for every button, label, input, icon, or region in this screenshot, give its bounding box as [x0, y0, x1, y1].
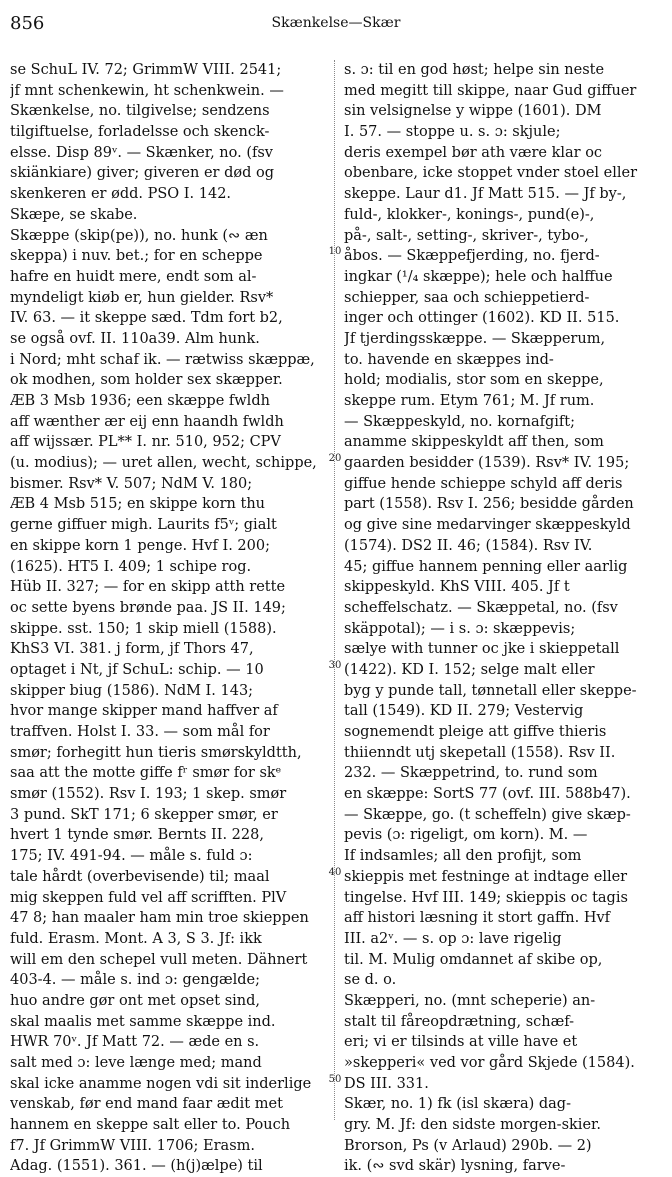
text-line: obenbare, icke stoppet vnder stoel eller — [344, 165, 638, 182]
text-line: 232. — Skæppetrind, to. rund som — [344, 765, 598, 782]
text-line: skieppis met festninge at indtage eller — [344, 868, 628, 885]
text-line: KhS3 VI. 381. j form, jf Thors 47, — [10, 641, 254, 658]
text-line: se også ovf. II. 110a39. Alm hunk. — [10, 330, 260, 347]
text-line: anamme skippeskyldt aff then, som — [344, 434, 604, 451]
text-line: skeppe rum. Etym 761; M. Jf rum. — [344, 393, 595, 409]
text-line: til. M. Mulig omdannet af skibe op, — [344, 951, 603, 968]
text-line: (1574). DS2 II. 46; (1584). Rsv IV. — [344, 537, 593, 554]
text-line: 403-4. — måle s. ind ɔ: gengælde; — [10, 972, 260, 989]
text-line: se SchuL IV. 72; GrimmW VIII. 2541; — [10, 62, 282, 78]
text-line: fuld. Erasm. Mont. A 3, S 3. Jf: ikk — [10, 930, 262, 947]
column-divider — [334, 60, 335, 1120]
text-line: skal icke anamme nogen vdi sit inderlige — [10, 1075, 312, 1092]
text-line: med megitt till skippe, naar Gud giffuer — [344, 82, 637, 99]
text-line: bismer. Rsv* V. 507; NdM V. 180; — [10, 475, 253, 492]
text-line: hannem en skeppe salt eller to. Pouch — [10, 1117, 291, 1134]
text-line: thiienndt utj skepetall (1558). Rsv II. — [344, 744, 616, 761]
text-line: will em den schepel vull meten. Dähnert — [10, 951, 308, 968]
text-line: ingkar (¹/₄ skæppe); hele och halffue — [344, 268, 613, 285]
text-line: — Skæppe, go. (t scheffeln) give skæp- — [344, 806, 631, 823]
line-number-40: 40 — [328, 867, 342, 878]
text-line: aff wænther ær eij enn haandh fwldh — [10, 413, 284, 430]
text-line: huo andre gør ont met opset sind, — [10, 992, 261, 1009]
text-line: på-, salt-, setting-, skriver-, tybo-, — [344, 227, 589, 244]
line-number-10: 10 — [328, 246, 342, 257]
text-line: jf mnt schenkewin, ht schenkwein. — — [10, 82, 284, 99]
left-column — [10, 60, 328, 1177]
text-line: Adag. (1551). 361. — (h(j)ælpe) til — [10, 1158, 263, 1175]
text-line: og give sine medarvinger skæppeskyld — [344, 517, 631, 534]
text-line: skal maalis met samme skæppe ind. — [10, 1013, 276, 1030]
text-line: aff wijssær. PL** I. nr. 510, 952; CPV — [10, 434, 281, 451]
text-line: ik. (∾ svd skär) lysning, farve- — [344, 1158, 566, 1175]
text-line: gerne giffuer migh. Laurits f5ᵛ; gialt — [10, 517, 277, 534]
text-line: stalt til fåreopdrætning, schæf- — [344, 1013, 574, 1030]
text-line: en skippe korn 1 penge. Hvf I. 200; — [10, 537, 270, 554]
line-number-30: 30 — [328, 660, 342, 671]
text-line: (u. modius); — uret allen, wecht, schippe, — [10, 455, 317, 472]
text-line: deris exempel bør ath være klar oc — [344, 144, 603, 161]
right-column — [344, 60, 662, 1177]
text-line: venskab, før end mand faar ædit met — [10, 1096, 283, 1113]
text-line: f7. Jf GrimmW VIII. 1706; Erasm. — [10, 1137, 255, 1154]
text-line: Jf tjerdingsskæppe. — Skæpperum, — [344, 330, 606, 347]
text-line: scheffelschatz. — Skæppetal, no. (fsv — [344, 599, 618, 616]
text-line: 47 8; han maaler ham min troe skieppen — [10, 910, 309, 927]
text-line: hvor mange skipper mand haffver af — [10, 703, 278, 720]
text-line: smør (1552). Rsv I. 193; 1 skep. smør — [10, 786, 287, 803]
text-line: optaget i Nt, jf SchuL: schip. — 10 — [10, 661, 264, 678]
text-line: tall (1549). KD II. 279; Vestervig — [344, 703, 584, 720]
text-line: sognemendt pleige att giffve thieris — [344, 724, 607, 740]
text-line: hvert 1 tynde smør. Bernts II. 228, — [10, 827, 264, 844]
text-line: Skænkelse, no. tilgivelse; sendzens — [10, 103, 270, 120]
text-line: IV. 63. — it skeppe sæd. Tdm fort b2, — [10, 310, 283, 327]
text-line: 175; IV. 491-94. — måle s. fuld ɔ: — [10, 848, 253, 865]
text-line: tingelse. Hvf III. 149; skieppis oc tagis — [344, 889, 628, 906]
text-line: Brorson, Ps (v Arlaud) 290b. — 2) — [344, 1137, 592, 1154]
text-line: Hüb II. 327; — for en skipp atth rette — [10, 579, 286, 596]
text-line: (1625). HT5 I. 409; 1 schipe rog. — [10, 558, 252, 575]
text-line: eri; vi er tilsinds at ville have et — [344, 1034, 578, 1051]
text-line: skeppa) i nuv. bet.; for en scheppe — [10, 248, 263, 265]
text-line: s. ɔ: til en god høst; helpe sin neste — [344, 62, 605, 78]
text-line: giffue hende schieppe schyld aff deris — [344, 475, 623, 492]
text-line: to. havende en skæppes ind- — [344, 351, 554, 368]
text-line: 45; giffue hannem penning eller aarlig — [344, 558, 628, 575]
text-line: mig skeppen fuld vel aff scrifften. PlV — [10, 889, 287, 906]
page-header — [10, 10, 662, 36]
text-line: part (1558). Rsv I. 256; besidde gården — [344, 496, 634, 513]
text-line: ÆB 3 Msb 1936; een skæppe fwldh — [10, 393, 270, 409]
text-line: hafre en huidt mere, endt som al- — [10, 268, 257, 285]
text-line: aff histori læsning it stort gaffn. Hvf — [344, 910, 611, 927]
text-line: se d. o. — [344, 972, 397, 989]
text-line: salt med ɔ: leve længe med; mand — [10, 1055, 262, 1071]
text-line: skippeskyld. KhS VIII. 405. Jf t — [344, 579, 570, 596]
text-line: ÆB 4 Msb 515; en skippe korn thu — [10, 496, 266, 513]
text-line: en skæppe: SortS 77 (ovf. III. 588b47). — [344, 786, 631, 803]
text-line: skeppe. Laur d1. Jf Matt 515. — Jf by-, — [344, 186, 627, 203]
text-line: elsse. Disp 89ᵛ. — Skænker, no. (fsv — [10, 144, 273, 161]
text-line: traffven. Holst I. 33. — som mål for — [10, 724, 270, 740]
text-line: III. a2ᵛ. — s. op ɔ: lave rigelig — [344, 930, 562, 947]
text-line: tale hårdt (overbevisende) til; maal — [10, 868, 270, 885]
text-line: fuld-, klokker-, konings-, pund(e)-, — [344, 206, 595, 223]
running-head: Skænkelse—Skær — [271, 15, 401, 31]
text-line: 3 pund. SkT 171; 6 skepper smør, er — [10, 806, 278, 823]
text-line: sin velsignelse y wippe (1601). DM — [344, 103, 602, 120]
text-line: oc sette byens brønde paa. JS II. 149; — [10, 599, 286, 616]
text-line: skäppotal); — i s. ɔ: skæppevis; — [344, 620, 576, 637]
text-line: Skæpperi, no. (mnt scheperie) an- — [344, 992, 596, 1009]
text-line: Skæpe, se skabe. — [10, 206, 138, 223]
text-line: hold; modialis, stor som en skeppe, — [344, 372, 604, 389]
line-number-50: 50 — [328, 1074, 342, 1085]
text-line: »skepperi« ved vor gård Skjede (1584). — [344, 1055, 635, 1071]
text-line: — Skæppeskyld, no. kornafgift; — [344, 413, 575, 430]
text-line: I. 57. — stoppe u. s. ɔ: skjule; — [344, 124, 561, 141]
text-line: smør; forhegitt hun tieris smørskyldtth, — [10, 744, 302, 761]
text-line: schiepper, saa och schieppetierd- — [344, 289, 590, 306]
text-line: skenkeren er ødd. PSO I. 142. — [10, 186, 232, 203]
text-line: åbos. — Skæppefjerding, no. fjerd- — [344, 248, 600, 265]
text-line: saa att the motte giffe fʳ smør for skᵉ — [10, 765, 282, 782]
text-line: inger och ottinger (1602). KD II. 515. — [344, 310, 620, 327]
text-line: Skæppe (skip(pe)), no. hunk (∾ æn — [10, 227, 268, 244]
text-line: DS III. 331. — [344, 1075, 429, 1092]
text-line: myndeligt kiøb er, hun gielder. Rsv* — [10, 289, 274, 306]
page-number: 856 — [10, 12, 45, 34]
text-line: byg y punde tall, tønnetall eller skeppe- — [344, 682, 637, 699]
text-line: ok modhen, som holder sex skæpper. — [10, 372, 283, 389]
text-line: i Nord; mht schaf ik. — rætwiss skæppæ, — [10, 351, 315, 368]
text-line: tilgiftuelse, forladelsse och skenck- — [10, 124, 270, 141]
text-line: gry. M. Jf: den sidste morgen-skier. — [344, 1117, 601, 1134]
text-line: sælye with tunner oc jke i skieppetall — [344, 641, 620, 658]
text-line: (1422). KD I. 152; selge malt eller — [344, 661, 595, 678]
text-line: pevis (ɔ: rigeligt, om korn). M. — — [344, 827, 588, 844]
text-line: Skær, no. 1) fk (isl skæra) dag- — [344, 1096, 571, 1113]
text-line: skippe. sst. 150; 1 skip miell (1588). — [10, 620, 277, 637]
text-line: gaarden besidder (1539). Rsv* IV. 195; — [344, 455, 630, 472]
text-line: skiänkiare) giver; giveren er død og — [10, 165, 275, 182]
text-line: If indsamles; all den profijt, som — [344, 848, 582, 865]
text-line: skipper biug (1586). NdM I. 143; — [10, 682, 254, 699]
text-line: HWR 70ᵛ. Jf Matt 72. — æde en s. — [10, 1034, 260, 1051]
line-number-20: 20 — [328, 453, 342, 464]
